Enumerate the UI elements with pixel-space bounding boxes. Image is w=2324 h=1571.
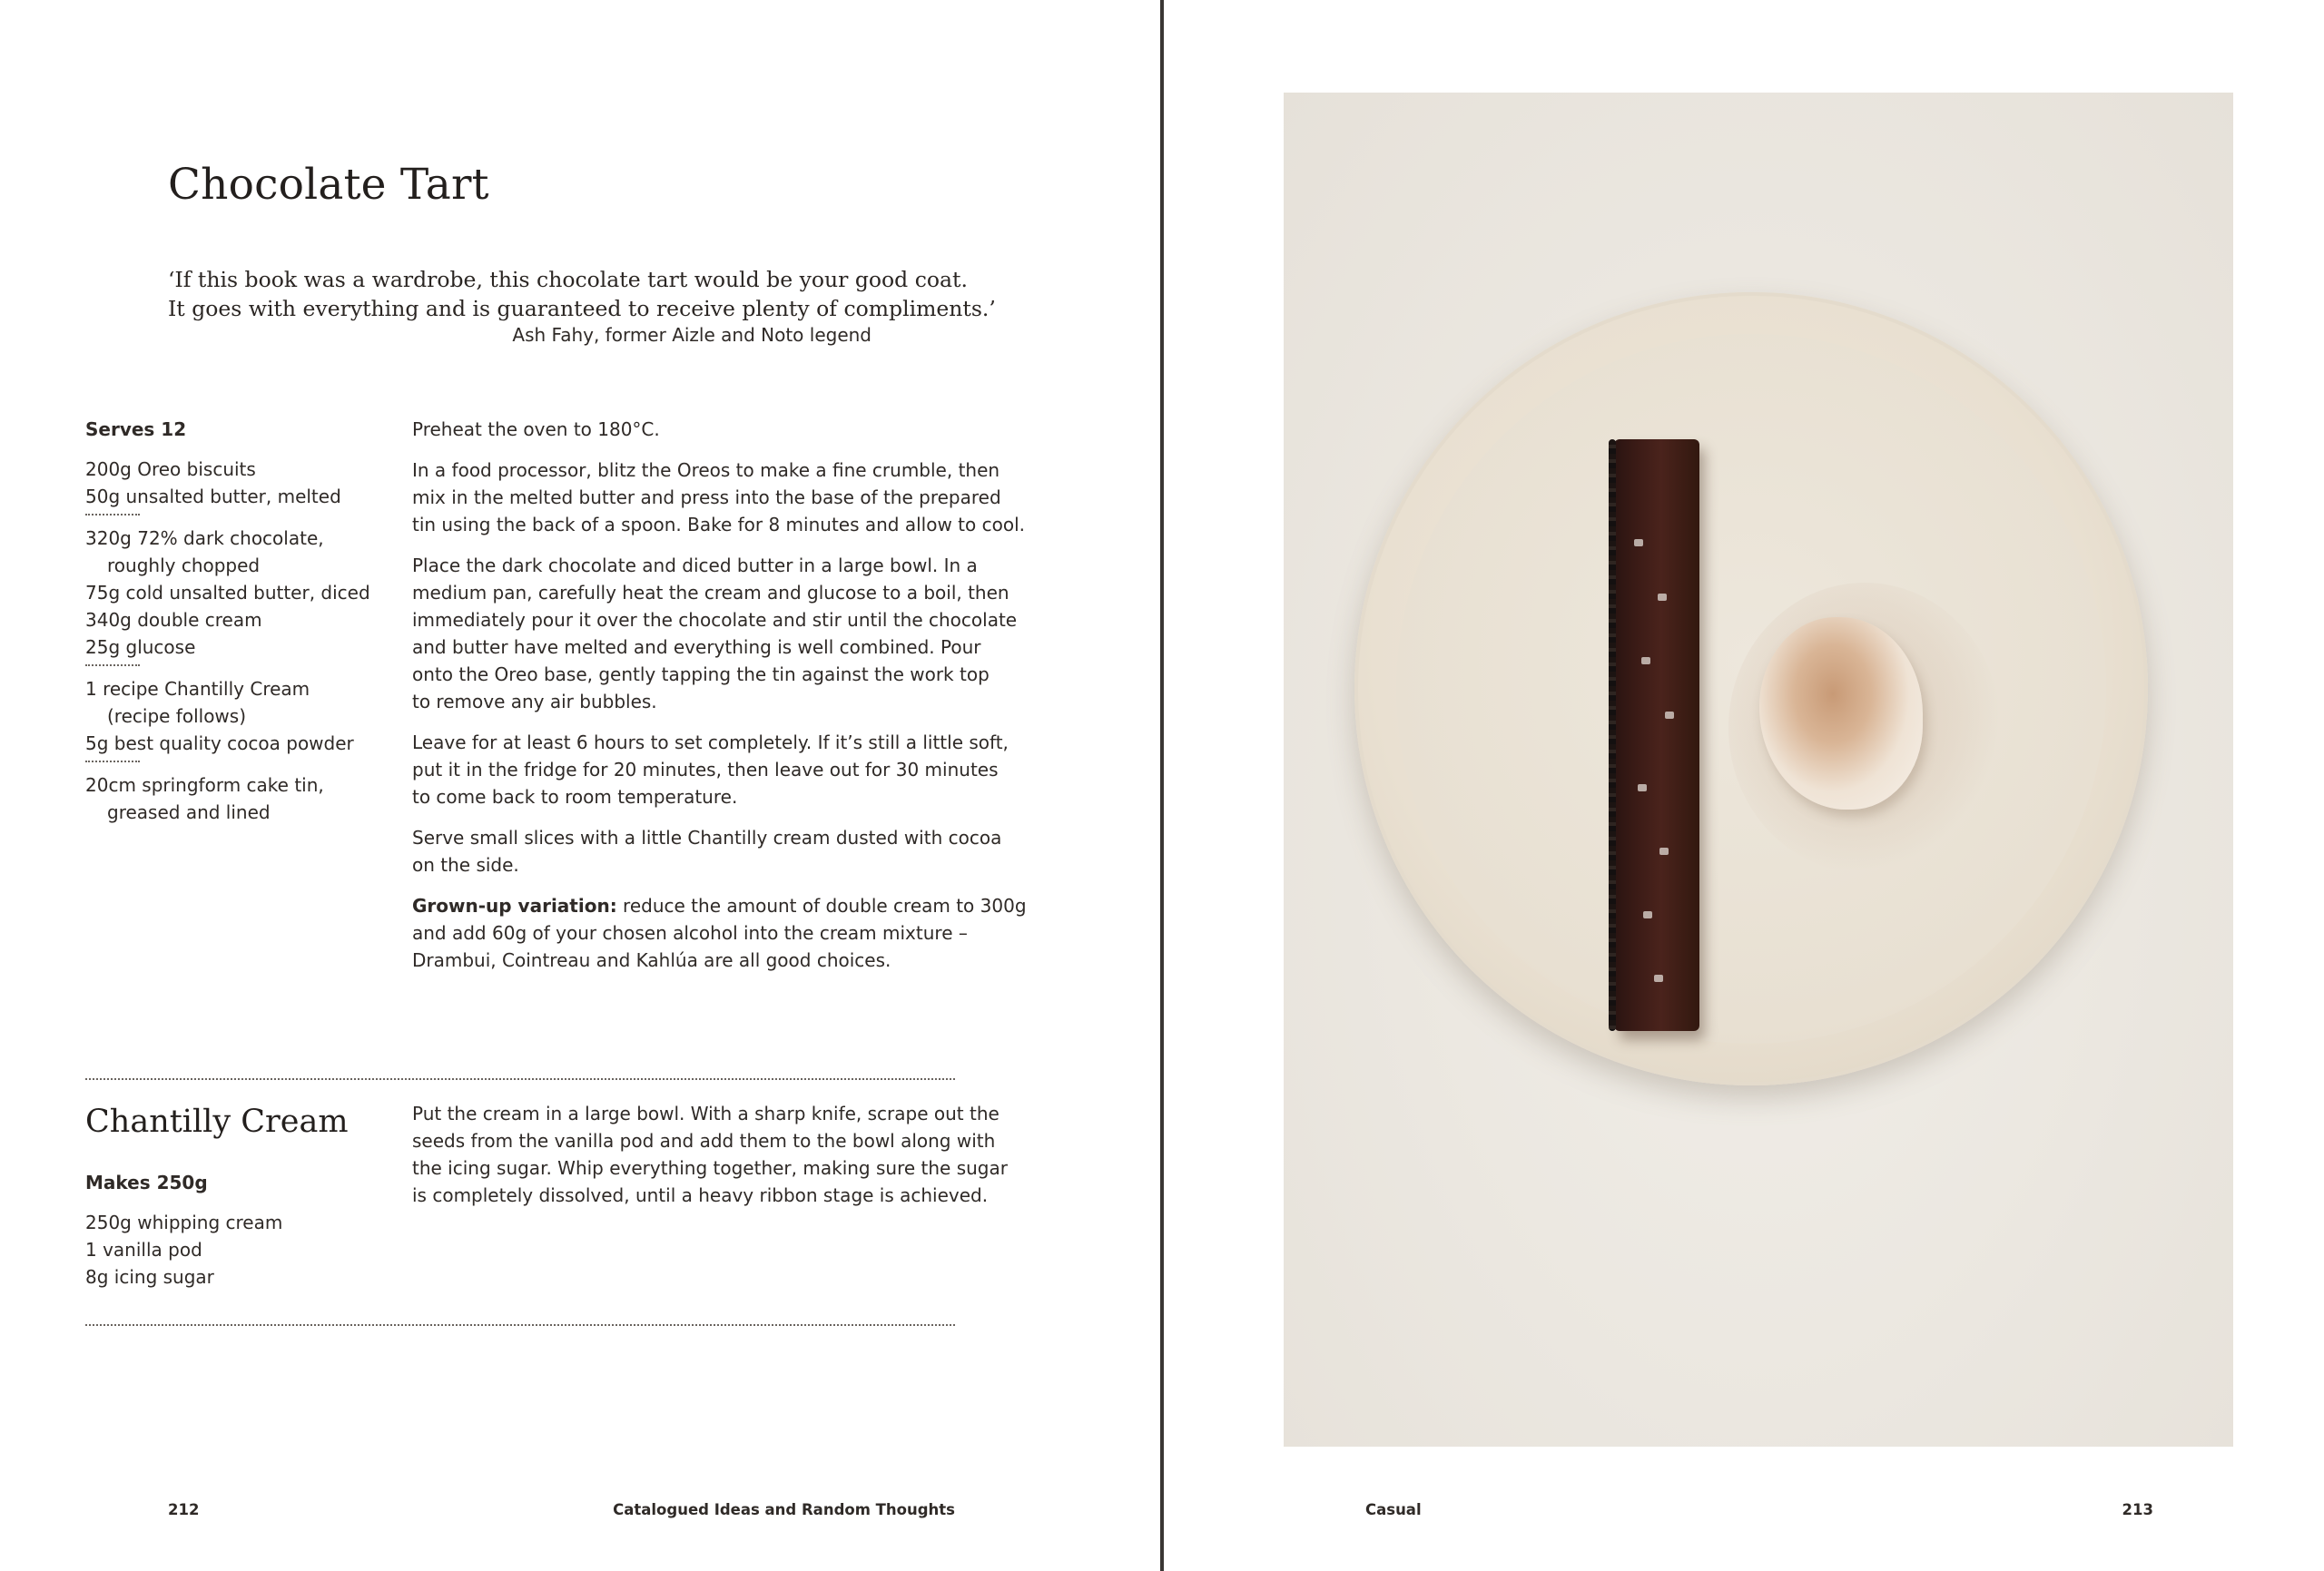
ingredient-divider (85, 761, 140, 762)
method-step (412, 552, 1018, 715)
method-line: is completely dissolved, until a heavy ribbon stage is achieved. (412, 1184, 989, 1206)
method-line: on the side. (412, 854, 519, 876)
salt-flake (1641, 657, 1650, 664)
ingredient-group (85, 675, 385, 757)
section-name: Casual (1365, 1501, 1422, 1518)
tart-ingredients (85, 416, 385, 826)
recipe-quote (168, 265, 996, 323)
ingredient-item: 1 vanilla pod (85, 1239, 202, 1261)
ingredient-group (85, 525, 385, 661)
variation-note (412, 892, 1027, 974)
quote-line: ‘If this book was a wardrobe, this chocolate tart would be your good coat. (168, 267, 968, 292)
tart-method (412, 416, 1027, 987)
method-line: to remove any air bubbles. (412, 691, 657, 712)
page-number: 213 (2122, 1501, 2153, 1518)
ingredient-item: 25g glucose (85, 636, 196, 658)
ingredient-item: 75g cold unsalted butter, diced (85, 582, 370, 604)
quote-attribution: Ash Fahy, former Aizle and Noto legend (512, 324, 872, 346)
ingredient-item: 340g double cream (85, 609, 262, 631)
method-line: In a food processor, blitz the Oreos to make a fine crumble, then (412, 459, 1000, 481)
salt-flake (1659, 848, 1669, 855)
method-line: seeds from the vanilla pod and add them to the bowl along with (412, 1130, 996, 1152)
method-line: and butter have melted and everything is well combined. Pour (412, 636, 981, 658)
method-line: medium pan, carefully heat the cream and glucose to a boil, then (412, 582, 1009, 604)
method-line: the icing sugar. Whip everything together, making sure the sugar (412, 1157, 1008, 1179)
chantilly-title: Chantilly Cream (85, 1104, 349, 1140)
chantilly-ingredients (85, 1169, 385, 1291)
ingredient-item: 8g icing sugar (85, 1266, 214, 1288)
ingredient-item: greased and lined (107, 801, 271, 823)
salt-flake (1654, 975, 1663, 982)
ingredient-item: 200g Oreo biscuits (85, 458, 256, 480)
ingredient-group (85, 771, 385, 826)
serves-label: Serves 12 (85, 418, 187, 440)
quote-line: It goes with everything and is guaranteed to receive plenty of compliments.’ (168, 296, 996, 321)
method-step (412, 1100, 1008, 1209)
salt-flake (1638, 784, 1647, 791)
chocolate-tart-slice (1614, 439, 1699, 1031)
method-line: Leave for at least 6 hours to set completely. If it’s still a little soft, (412, 731, 1009, 753)
method-line: Serve small slices with a little Chantilly cream dusted with cocoa (412, 827, 1002, 849)
method-line: immediately pour it over the chocolate and stir until the chocolate (412, 609, 1018, 631)
method-line: Place the dark chocolate and diced butter in a large bowl. In a (412, 555, 978, 576)
page-number: 212 (168, 1501, 200, 1518)
method-line: Drambui, Cointreau and Kahlúa are all good choices. (412, 949, 891, 971)
method-step (412, 416, 957, 443)
method-line: to come back to room temperature. (412, 786, 738, 808)
ingredient-item: 5g best quality cocoa powder (85, 732, 354, 754)
recipe-title: Chocolate Tart (168, 160, 489, 210)
section-divider (85, 1078, 955, 1080)
method-line: Put the cream in a large bowl. With a sharp knife, scrape out the (412, 1103, 1000, 1124)
ingredient-item: 250g whipping cream (85, 1212, 283, 1233)
left-page (0, 0, 1160, 1571)
section-divider (85, 1324, 955, 1326)
method-line: tin using the back of a spoon. Bake for 8 minutes and allow to cool. (412, 514, 1025, 535)
ingredient-item: roughly chopped (107, 555, 261, 576)
method-step (412, 824, 1002, 879)
method-line: put it in the fridge for 20 minutes, then leave out for 30 minutes (412, 759, 999, 781)
variation-text: reduce the amount of double cream to 300g (616, 895, 1027, 917)
salt-flake (1634, 539, 1643, 546)
makes-label: Makes 250g (85, 1172, 208, 1193)
ingredient-item: 320g 72% dark chocolate, (85, 527, 324, 549)
ingredient-divider (85, 664, 140, 666)
method-line: and add 60g of your chosen alcohol into the cream mixture – (412, 922, 968, 944)
ingredient-item: 50g unsalted butter, melted (85, 486, 341, 507)
ingredient-divider (85, 514, 140, 515)
method-line: onto the Oreo base, gently tapping the tin against the work top (412, 663, 990, 685)
method-step (412, 457, 1025, 538)
method-line (412, 892, 1027, 919)
tart-photo (1284, 93, 2233, 1447)
salt-flake (1665, 712, 1674, 719)
ingredient-item: (recipe follows) (107, 705, 247, 727)
salt-flake (1658, 594, 1667, 601)
method-line: Preheat the oven to 180°C. (412, 418, 660, 440)
chantilly-method (412, 1100, 1008, 1222)
salt-flake (1643, 911, 1652, 918)
method-step (412, 729, 1009, 810)
ingredient-item: 1 recipe Chantilly Cream (85, 678, 310, 700)
variation-label: Grown-up variation: (412, 895, 617, 917)
ingredient-item: 20cm springform cake tin, (85, 774, 324, 796)
running-title: Catalogued Ideas and Random Thoughts (613, 1501, 955, 1518)
method-line: mix in the melted butter and press into the base of the prepared (412, 486, 1001, 508)
ingredient-group (85, 456, 385, 510)
